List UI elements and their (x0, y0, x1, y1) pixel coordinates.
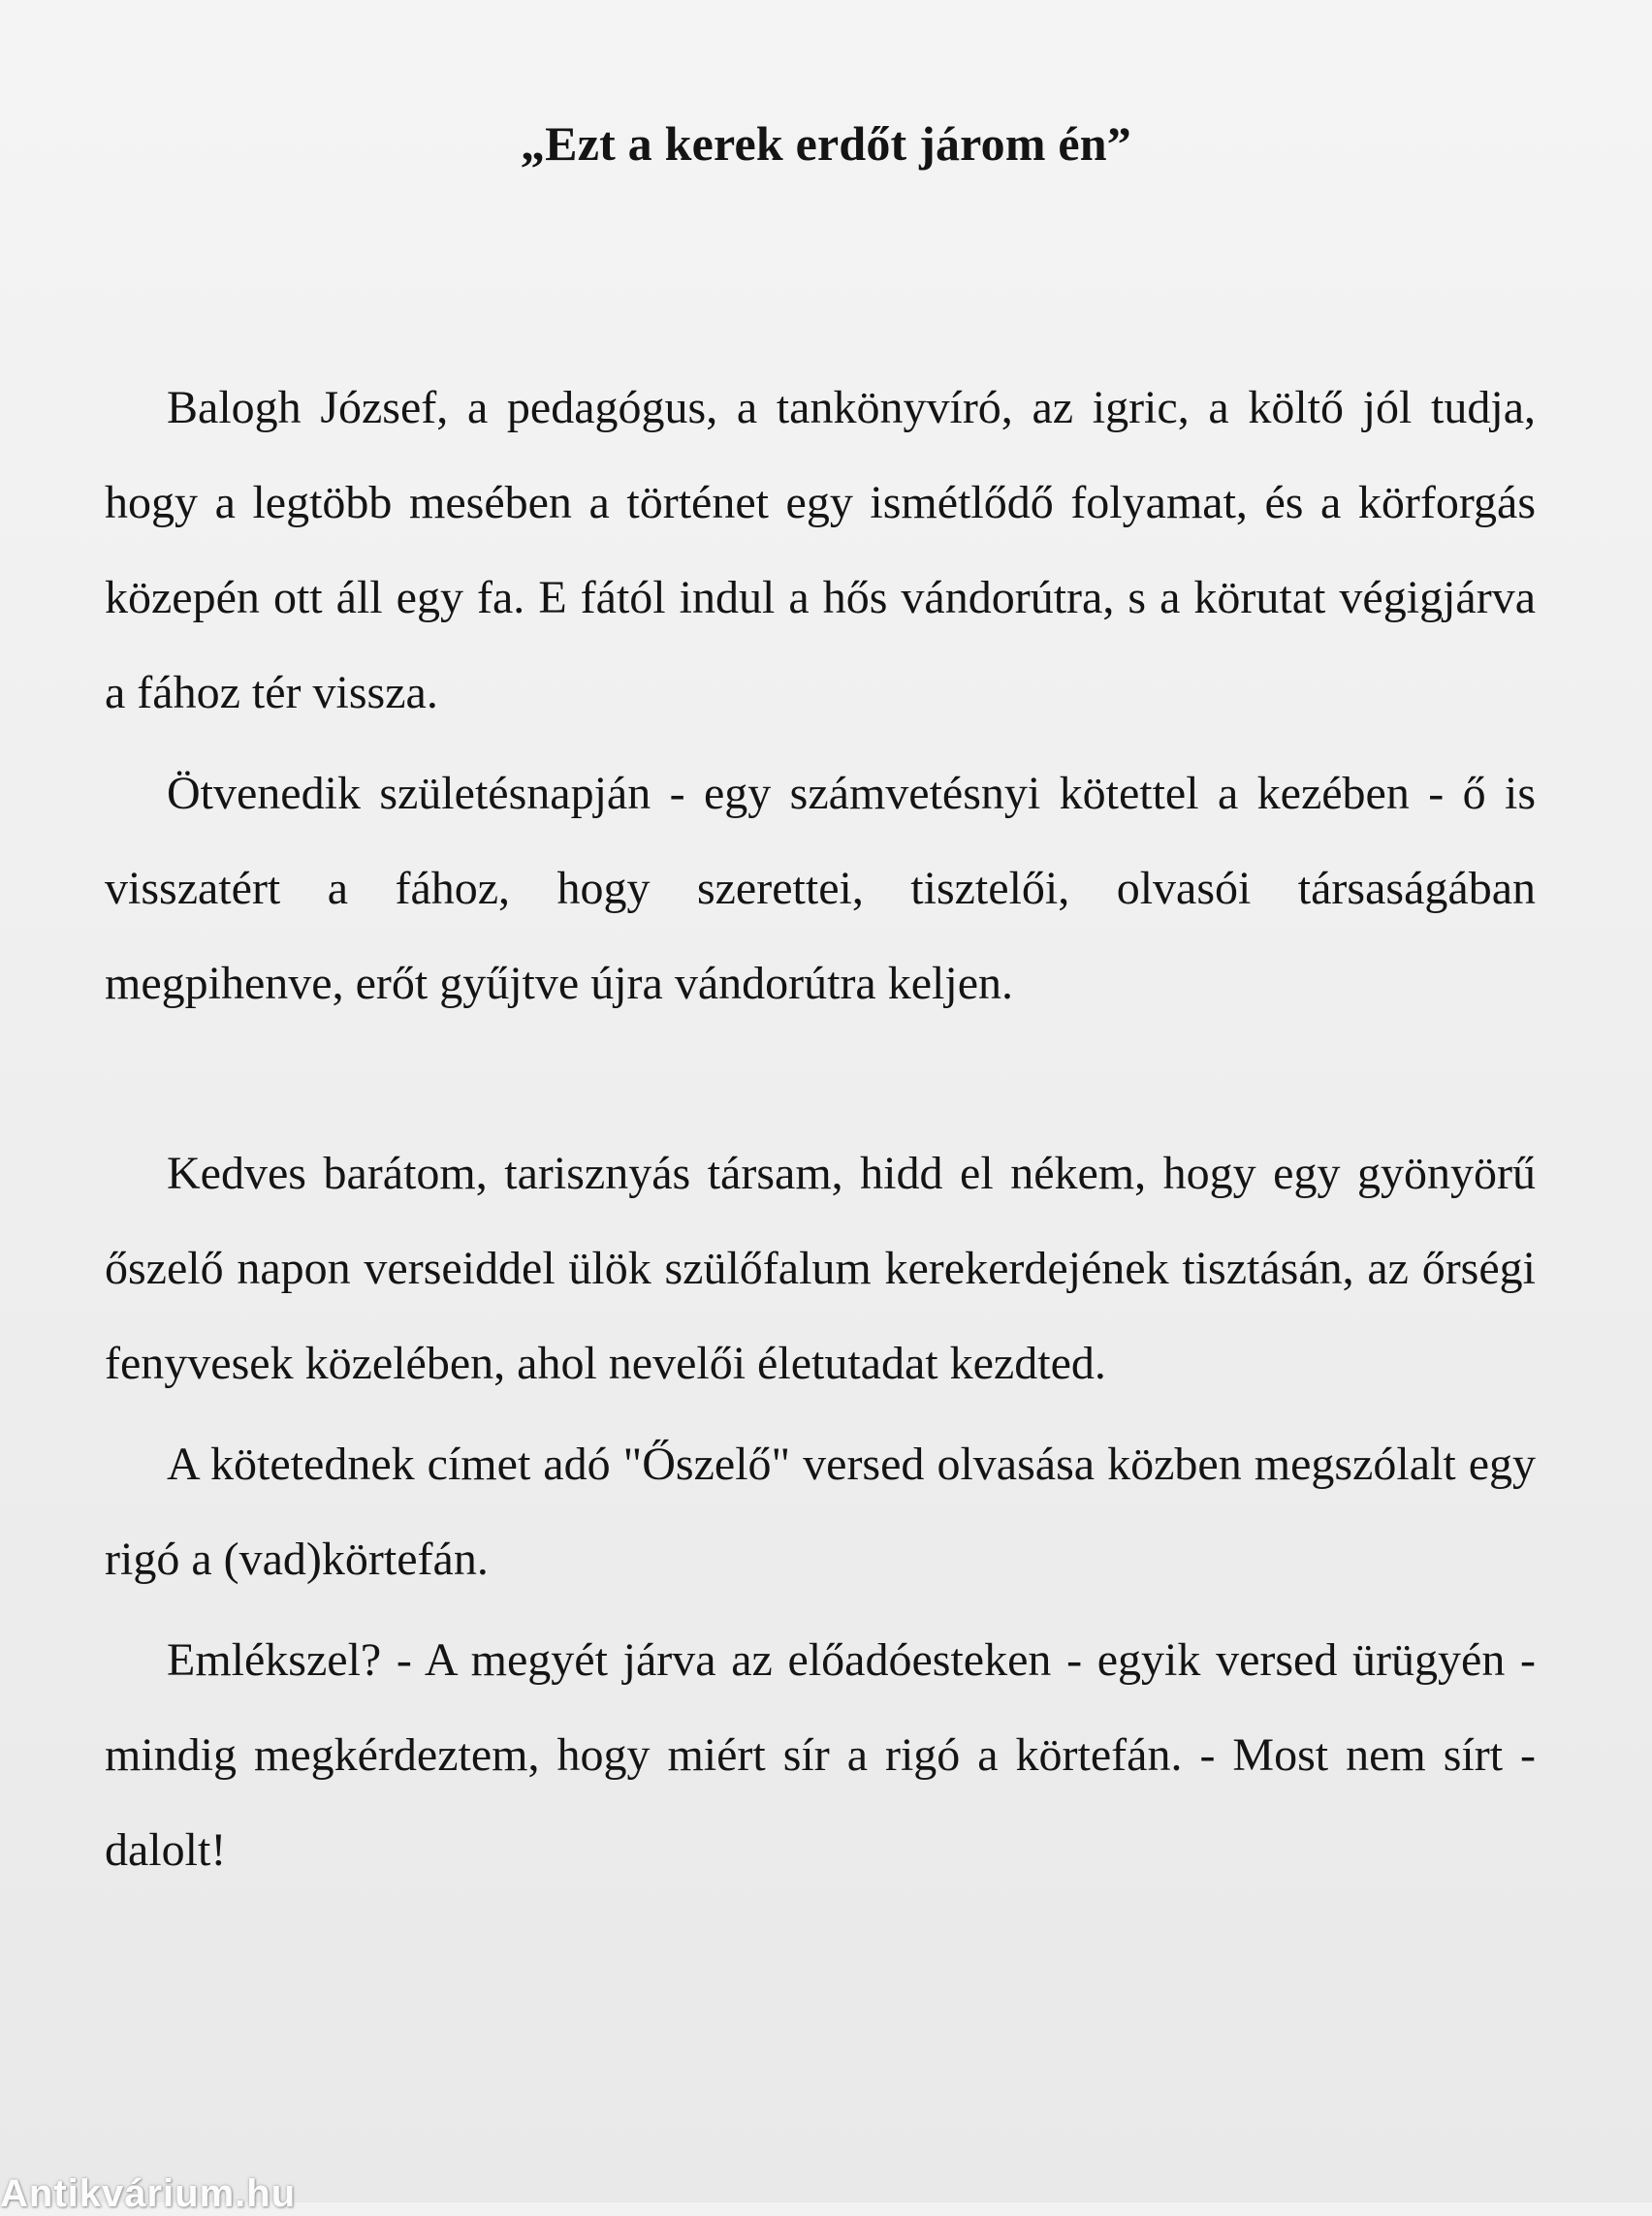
body-text (105, 361, 1536, 1898)
paragraph-4: A kötetednek címet adó "Őszelő" versed olvasása közben megszólalt egy rigó a (vad)körtefán. (105, 1439, 1536, 1585)
watermark: Antikvárium.hu (0, 2172, 297, 2215)
paragraph-3: Kedves barátom, tarisznyás társam, hidd el nékem, hogy egy gyönyörű őszelő napon verseiddel ülök szülőfalum kerekerdejének tisztásán, az őrségi fenyvesek közelében, ahol nevelői életutadat kezdted. (105, 1148, 1536, 1389)
paragraph-2: Ötvenedik születésnapján - egy számvetésnyi kötettel a kezében - ő is visszatért a fához, hogy szerettei, tisztelői, olvasói társaságában megpihenve, erőt gyűjtve újra vándorútra keljen. (105, 768, 1536, 1009)
chapter-title: „Ezt a kerek erdőt járom én” (520, 116, 1131, 171)
paragraph-1: Balogh József, a pedagógus, a tankönyvíró, az igric, a költő jól tudja, hogy a legtöbb mesében a történet egy ismétlődő folyamat, és a körforgás közepén ott áll egy fa. E fától indul a hős vándorútra, s a körutat végigjárva a fához tér vissza. (105, 382, 1536, 718)
paragraph-5: Emlékszel? - A megyét járva az előadóesteken - egyik versed ürügyén - mindig megkérdeztem, hogy miért sír a rigó a körtefán. - Most nem sírt - dalolt! (105, 1634, 1536, 1876)
